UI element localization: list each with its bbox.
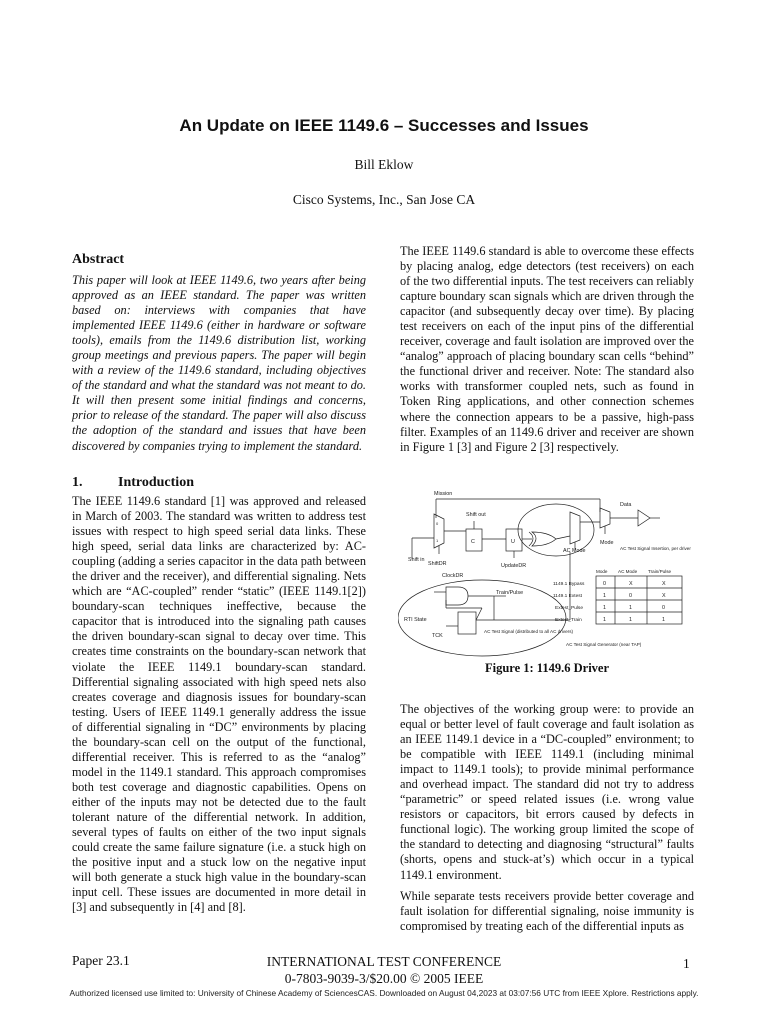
section-number: 1. — [72, 475, 83, 490]
table-cell: 1 — [629, 605, 632, 611]
right-column-lower-text — [400, 702, 694, 940]
table-row-name: Extest_Pulse — [555, 606, 583, 611]
table-cell: 1 — [629, 617, 632, 623]
table-cell: 0 — [629, 593, 632, 599]
right-column-paragraph-2: The objectives of the working group were: to provide an equal or better level of fault coverage and fault isolation as an IEEE 1149.1 device in a “DC-coupled” environment; to be compatible with IEEE 1149.1 (including minimal impact to 1149.1 tools); to provide minimal performance and overhead impact. The standard did not try to address “parametric” or speed related issues (i.e. wrong value resistors or capacitors, bit errors caused by defects in functional logic). The working group limited the scope of the standard to detecting and diagnosing “structural” faults (shorts, opens and stuck-at’s) which occur in a typical 1149.1 environment. — [400, 702, 694, 882]
label-shiftdr: ShiftDR — [428, 561, 447, 567]
label-ac-mode: AC Mode — [563, 548, 586, 554]
table-header-ac-mode: AC Mode — [618, 569, 638, 574]
author-name: Bill Eklow — [354, 157, 414, 172]
label-mode: Mode — [600, 540, 614, 546]
footer-conference-name: INTERNATIONAL TEST CONFERENCE — [266, 954, 502, 969]
table-cell: X — [662, 581, 666, 587]
table-header-mode: Mode — [596, 569, 608, 574]
right-column-paragraph-1: The IEEE 1149.6 standard is able to overcome these effects by placing analog, edge detectors (test receivers) on each of the two differential inputs. The test receivers can reliably capture boundary scan signals which are driven through the capacitor (and subsequently decay over time). By placing test receivers on each of the input pins of the differential receiver, coverage and fault isolation are improved over the “analog” approach of placing boundary scan cells “behind” the functional driver and receiver. Note: The standard also works with transformer coupled nets, such as found in Token Ring applications, and other connection schemes where the connection appears to be a passive, high-pass filter. Examples of an 1149.6 driver and receiver are shown in Figure 1 [3] and Figure 2 [3] respectively. — [400, 244, 694, 454]
label-rti-state: RTI State — [404, 617, 427, 623]
table-cell: 1 — [662, 617, 665, 623]
figure-1-driver-diagram — [398, 486, 698, 658]
section-heading — [72, 475, 366, 491]
abstract-text: This paper will look at IEEE 1149.6, two years after being approved as an IEEE standard. The paper was written based on: interviews with companies that have implemented IEEE 1149.6 (either in hardware or software tools), emails from the 1149.6 distribution list, working group meetings and previous papers. The paper will begin with a review of the 1149.6 standard, including objectives of the standard and what the standard was not meant to do. It will then present some initial findings and concerns, prior to release of the standard. The paper will also discuss the adoption of the standard and issues that have been discovered by companies trying to implement the standard. — [72, 273, 366, 453]
label-tck: TCK — [432, 633, 443, 639]
author-affiliation: Cisco Systems, Inc., San Jose CA — [292, 192, 476, 207]
license-notice: Authorized licensed use limited to: University of Chinese Academy of SciencesCAS. Downloaded on August 04,2023 at 03:07:56 UTC from IEEE Xplore. Restrictions apply. — [69, 988, 699, 998]
table-cell: X — [629, 581, 633, 587]
label-mux-0: 0 — [436, 521, 439, 526]
label-shift-out: Shift out — [466, 512, 486, 518]
label-mission: Mission — [434, 491, 453, 497]
label-shift-in: Shift in — [408, 557, 425, 563]
table-cell: 0 — [603, 581, 606, 587]
label-c-box: C — [471, 539, 475, 545]
introduction-paragraph: The IEEE 1149.6 standard [1] was approved and released in March of 2003. The standard was written to address test issues with respect to high speed serial data links. These high speed, serial data links are characterized by: AC-coupling (adding a series capacitor in the data path between the driver and the receiver), and differential signaling. Nets which are “AC-coupled” render “static” (IEEE 1149.1[2]) boundary-scan techniques ineffective, because the capacitor that is introduced into the signaling path causes the driven boundary-scan signal to decay over time. This creates time constraints on the boundary-scan network that violate the IEEE 1149.1 boundary-scan standard. Differential signaling associated with high speed nets also creates coverage and diagnosis issues for boundary-scan testing. Users of IEEE 1149.1 generally address the issue of differential signaling in “DC” environments by placing the boundary-scan cell on the output of the functional, differential receiver. This is referred to as the “analog” model in the 1149.1 standard. This approach compromises both test coverage and diagnostic capabilities. Opens on either of the inputs may not be detected due to the fault tolerant nature of the differential network. In addition, several types of faults on either of the two input signals could create the same failure signature (i.e. a stuck high on the positive input and a stuck low on the negative input will both generate a stuck high value in the boundary-scan input cell. These issues are documented in more detail in [3] and subsequently in [4] and [8]. — [72, 494, 366, 915]
footer-paper-id: Paper 23.1 — [72, 953, 130, 968]
label-data: Data — [620, 502, 632, 508]
section-title: Introduction — [118, 475, 194, 490]
label-clockdr: ClockDR — [442, 573, 464, 579]
footer-conference-block — [0, 953, 768, 987]
figure-caption: Figure 1: 1149.6 Driver — [484, 661, 610, 675]
table-row-name: 1149.1 Extest — [553, 594, 582, 599]
table-row-name: Extest_Train — [555, 618, 582, 623]
table-header-train-pulse: Train/Pulse — [648, 569, 672, 574]
label-ac-signal-insertion: AC Test Signal Insertion, per driver — [620, 546, 691, 551]
footer-isbn: 0-7803-9039-3/$20.00 © 2005 IEEE — [284, 971, 484, 986]
label-ac-signal-generator: AC Test Signal Generator (near TAP) — [566, 642, 642, 647]
table-cell: 1 — [603, 605, 606, 611]
label-updatedr: UpdateDR — [501, 563, 527, 569]
label-ac-signal-distributed: AC Test Signal (distributed to all AC drivers) — [484, 629, 574, 634]
table-cell: 1 — [603, 593, 606, 599]
table-cell: X — [662, 593, 666, 599]
label-mux-1: 1 — [436, 538, 439, 543]
right-column-paragraph-3: While separate tests receivers provide better coverage and fault isolation for differential signaling, noise immunity is compromised by treating each of the differential inputs as — [400, 888, 694, 933]
table-row-name: 1149.1 Bypass — [553, 582, 585, 587]
table-cell: 0 — [662, 605, 665, 611]
label-u-box: U — [511, 539, 515, 545]
table-cell: 1 — [603, 617, 606, 623]
footer-page-number: 1 — [683, 956, 690, 971]
abstract-heading: Abstract — [72, 252, 125, 267]
label-train-pulse: Train/Pulse — [496, 590, 524, 596]
paper-title: An Update on IEEE 1149.6 – Successes and Issues — [179, 116, 589, 135]
